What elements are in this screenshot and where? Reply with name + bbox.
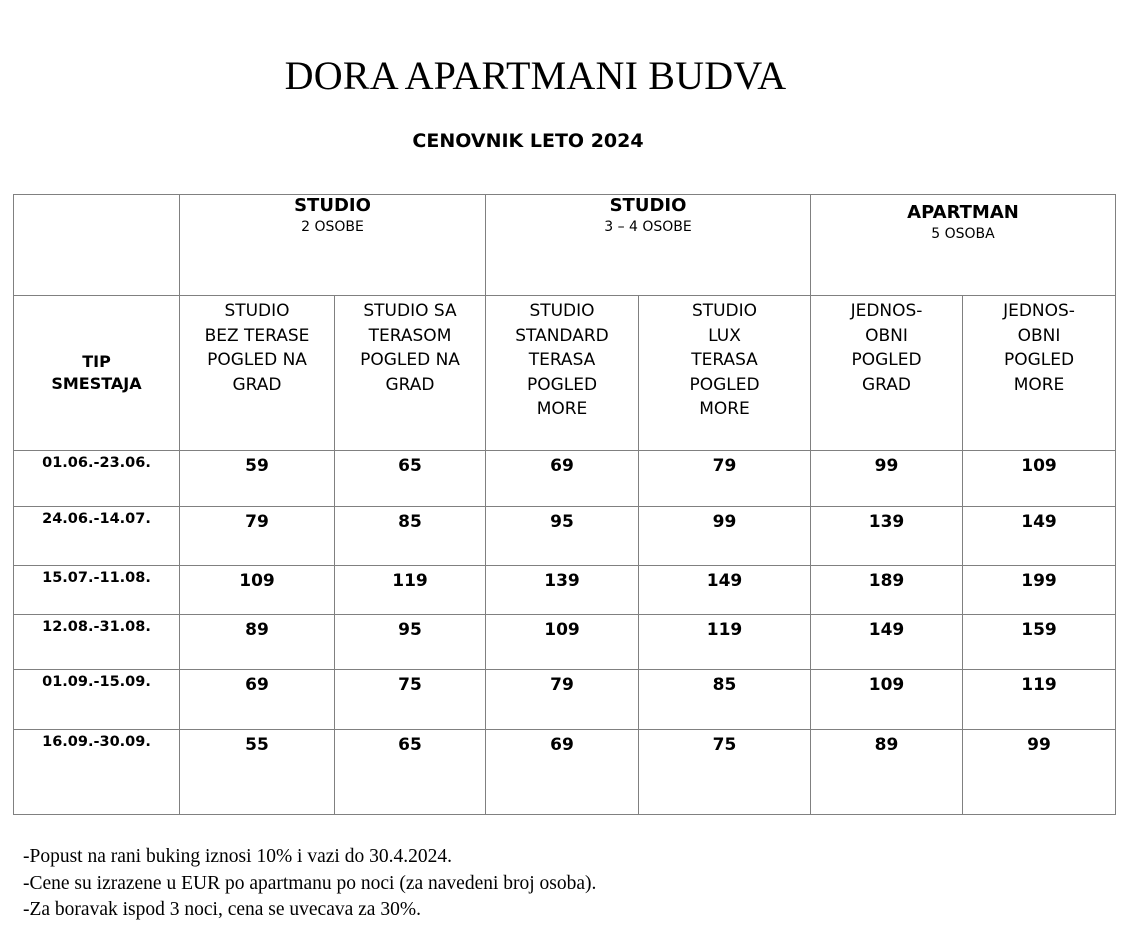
subtype-line: POGLED <box>689 374 760 395</box>
subtype-line: GRAD <box>861 374 912 395</box>
subtype-line: GRAD <box>232 374 282 395</box>
price-cell: 65 <box>335 730 486 815</box>
price-cell: 199 <box>963 566 1116 615</box>
price-cell: 149 <box>811 615 963 670</box>
price-row <box>14 615 1116 670</box>
price-cell: 69 <box>486 451 639 507</box>
price-cell: 109 <box>180 566 335 615</box>
note-line: -Za boravak ispod 3 noci, cena se uvecava za 30%. <box>23 899 421 920</box>
group-name: APARTMAN <box>907 202 1019 223</box>
subtype-line: BEZ TERASE <box>204 325 310 346</box>
note-line: -Popust na rani buking iznosi 10% i vazi do 30.4.2024. <box>23 846 452 867</box>
price-cell: 55 <box>180 730 335 815</box>
subtype-line: TERASA <box>691 350 758 370</box>
price-cell: 149 <box>963 507 1116 566</box>
price-cell: 99 <box>811 451 963 507</box>
subtype-line: MORE <box>699 399 750 419</box>
price-cell: 75 <box>335 670 486 730</box>
subtype-line: OBNI <box>865 325 908 346</box>
group-name: STUDIO <box>609 195 687 216</box>
subtype-header-row <box>14 296 1116 451</box>
price-cell: 109 <box>811 670 963 730</box>
subtype-line: POGLED NA <box>360 350 460 370</box>
price-cell: 139 <box>811 507 963 566</box>
subtype-line: POGLED <box>851 350 922 370</box>
subtype-line: MORE <box>1013 374 1065 395</box>
price-cell: 75 <box>639 730 811 815</box>
price-cell: 85 <box>335 507 486 566</box>
subtype-line: GRAD <box>385 374 435 395</box>
subtype-header-cell <box>639 296 811 451</box>
group-header-studio-2 <box>180 195 486 296</box>
price-cell: 139 <box>486 566 639 615</box>
price-cell: 99 <box>963 730 1116 815</box>
price-row <box>14 730 1116 815</box>
period-cell: 01.09.-15.09. <box>14 670 180 730</box>
price-cell: 149 <box>639 566 811 615</box>
empty-corner-cell <box>14 195 180 296</box>
price-cell: 69 <box>180 670 335 730</box>
subtype-line: STUDIO SA <box>363 301 457 321</box>
subtype-line: JEDNOS- <box>850 301 923 321</box>
group-name: STUDIO <box>294 195 371 216</box>
subtype-line: POGLED <box>1003 350 1075 370</box>
type-label-cell <box>14 296 180 451</box>
price-cell: 59 <box>180 451 335 507</box>
subtype-line: STUDIO <box>691 301 758 321</box>
price-cell: 119 <box>963 670 1116 730</box>
price-cell: 79 <box>486 670 639 730</box>
price-cell: 79 <box>639 451 811 507</box>
document-title: DORA APARTMANI BUDVA <box>284 53 787 98</box>
price-table <box>13 194 1116 815</box>
price-cell: 95 <box>486 507 639 566</box>
type-label-line: TIP <box>82 352 111 371</box>
type-label-line: SMESTAJA <box>51 374 142 393</box>
notes <box>23 844 596 924</box>
subtype-header-cell <box>335 296 486 451</box>
price-cell: 99 <box>639 507 811 566</box>
group-capacity: 2 OSOBE <box>301 219 364 235</box>
price-cell: 89 <box>180 615 335 670</box>
note-line: -Cene su izrazene u EUR po apartmanu po noci (za navedeni broj osoba). <box>23 872 597 894</box>
group-header-apartman <box>811 195 1116 296</box>
price-cell: 159 <box>963 615 1116 670</box>
price-row <box>14 670 1116 730</box>
subtype-line: STUDIO <box>529 301 595 321</box>
subtype-header-cell <box>486 296 639 451</box>
price-cell: 89 <box>811 730 963 815</box>
subtype-line: STANDARD <box>515 325 609 346</box>
price-cell: 189 <box>811 566 963 615</box>
price-row <box>14 451 1116 507</box>
subtype-header-cell <box>180 296 335 451</box>
subtype-line: TERASA <box>528 350 596 370</box>
group-header-row <box>14 195 1116 296</box>
subtype-line: POGLED NA <box>207 350 307 370</box>
subtype-line: MORE <box>536 399 588 419</box>
subtype-line: POGLED <box>526 374 598 395</box>
price-row <box>14 566 1116 615</box>
group-capacity: 5 OSOBA <box>931 226 995 242</box>
price-cell: 119 <box>335 566 486 615</box>
subtype-header-cell <box>963 296 1116 451</box>
subtype-line: TERASOM <box>368 325 452 346</box>
subtype-line: OBNI <box>1017 325 1061 346</box>
subtype-line: JEDNOS- <box>1003 301 1075 321</box>
subtype-line: STUDIO <box>224 301 290 321</box>
price-cell: 109 <box>963 451 1116 507</box>
period-cell: 16.09.-30.09. <box>14 730 180 815</box>
price-cell: 85 <box>639 670 811 730</box>
price-cell: 95 <box>335 615 486 670</box>
price-cell: 119 <box>639 615 811 670</box>
subtype-header-cell <box>811 296 963 451</box>
price-cell: 109 <box>486 615 639 670</box>
document-subtitle: CENOVNIK LETO 2024 <box>412 130 644 152</box>
price-row <box>14 507 1116 566</box>
price-cell: 69 <box>486 730 639 815</box>
price-cell: 65 <box>335 451 486 507</box>
period-cell: 15.07.-11.08. <box>14 566 180 615</box>
subtype-line: LUX <box>708 325 741 346</box>
period-cell: 24.06.-14.07. <box>14 507 180 566</box>
group-capacity: 3 – 4 OSOBE <box>604 219 692 235</box>
group-header-studio-3-4 <box>486 195 811 296</box>
price-cell: 79 <box>180 507 335 566</box>
period-cell: 12.08.-31.08. <box>14 615 180 670</box>
period-cell: 01.06.-23.06. <box>14 451 180 507</box>
